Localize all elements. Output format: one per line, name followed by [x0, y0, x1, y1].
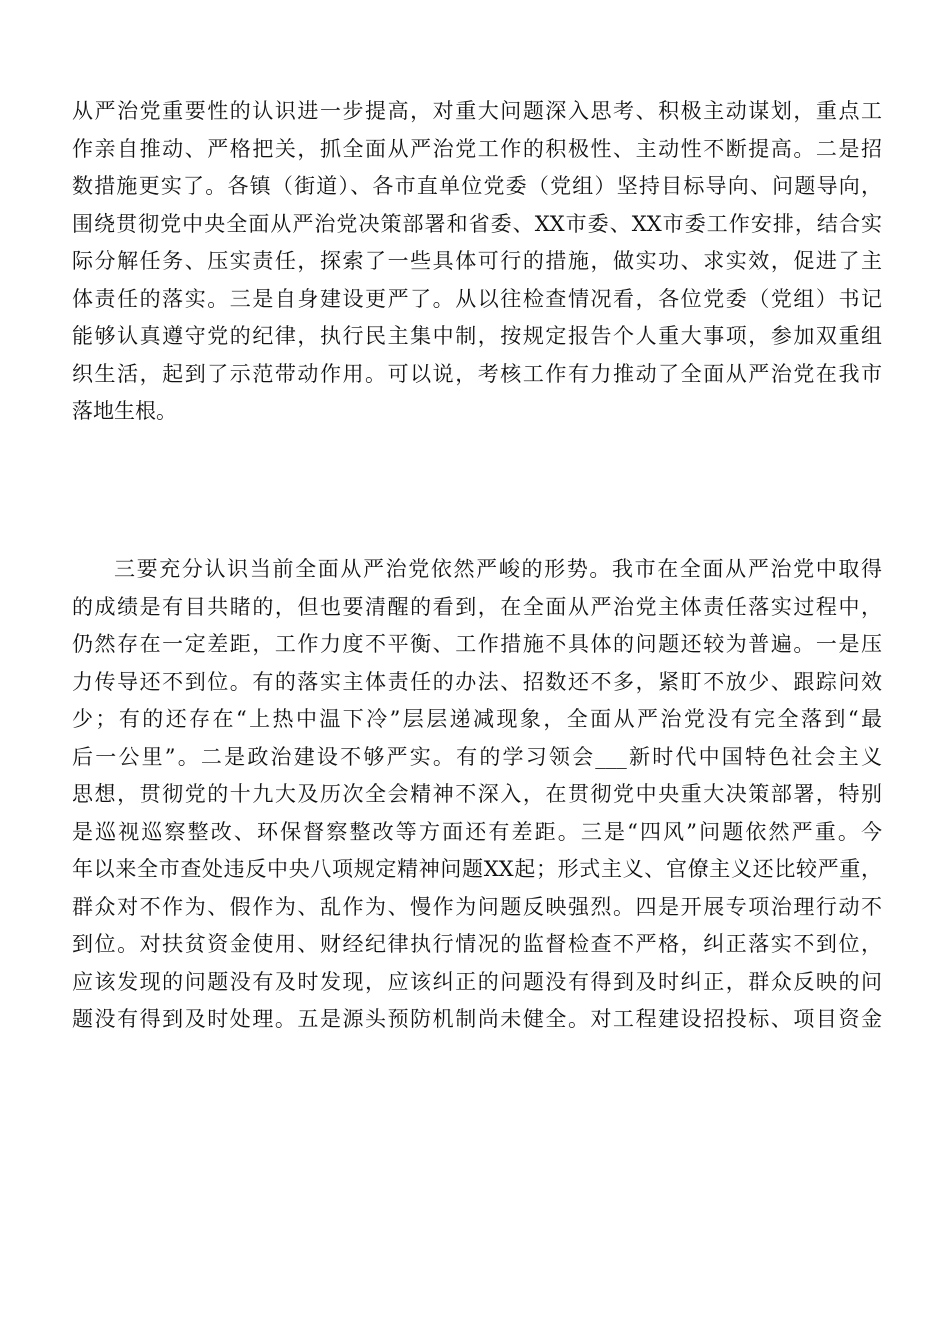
paragraph-1-line: 作亲自推动、严格把关，抓全面从严治党工作的积极性、主动性不断提高。二是招 [72, 136, 882, 161]
paragraph-1 [72, 93, 882, 431]
paragraph-2-line: 思想，贯彻党的十九大及历次全会精神不深入，在贯彻党中央重大决策部署，特别 [72, 782, 882, 806]
paragraph-1-line: 落地生根。 [72, 399, 177, 423]
paragraph-2-line: 应该发现的问题没有及时发现，应该纠正的问题没有得到及时纠正，群众反映的问 [72, 969, 882, 994]
paragraph-2-line: 仍然存在一定差距，工作力度不平衡、工作措施不具体的问题还较为普遍。一是压 [72, 632, 882, 656]
paragraph-1-line: 从严治党重要性的认识进一步提高，对重大问题深入思考、积极主动谋划，重点工 [72, 99, 882, 123]
paragraph-1-line: 围绕贯彻党中央全面从严治党决策部署和省委、XX市委、XX市委工作安排，结合实 [72, 211, 882, 236]
paragraph-1-line: 际分解任务、压实责任，探索了一些具体可行的措施，做实功、求实效，促进了主 [72, 249, 882, 273]
paragraph-2-line: 是巡视巡察整改、环保督察整改等方面还有差距。三是“四风”问题依然严重。今 [72, 819, 882, 844]
paragraph-2-line: 年以来全市查处违反中央八项规定精神问题XX起；形式主义、官僚主义还比较严重， [72, 857, 882, 881]
paragraph-1-line: 体责任的落实。三是自身建设更严了。从以往检查情况看，各位党委（党组）书记 [72, 286, 882, 311]
paragraph-1-line: 织生活，起到了示范带动作用。可以说，考核工作有力推动了全面从严治党在我市 [72, 361, 882, 386]
paragraph-1-line: 能够认真遵守党的纪律，执行民主集中制，按规定报告个人重大事项，参加双重组 [72, 324, 882, 348]
paragraph-2-line: 题没有得到及时处理。五是源头预防机制尚未健全。对工程建设招投标、项目资金 [72, 1007, 882, 1031]
paragraph-2-line: 的成绩是有目共睹的，但也要清醒的看到，在全面从严治党主体责任落实过程中， [72, 594, 882, 619]
paragraph-2-line: 群众对不作为、假作为、乱作为、慢作为问题反映强烈。四是开展专项治理行动不 [72, 894, 882, 919]
paragraph-2-line: 后一公里”。二是政治建设不够严实。有的学习领会___新时代中国特色社会主义 [72, 744, 882, 769]
paragraph-2 [72, 551, 882, 1039]
paragraph-2-line: 少；有的还存在“上热中温下冷”层层递减现象，全面从严治党没有完全落到“最 [72, 707, 882, 731]
paragraph-2-line: 到位。对扶贫资金使用、财经纪律执行情况的监督检查不严格，纠正落实不到位， [72, 932, 882, 956]
paragraph-1-line: 数措施更实了。各镇（街道）、各市直单位党委（党组）坚持目标导向、问题导向， [72, 174, 882, 198]
paragraph-2-line: 力传导还不到位。有的落实主体责任的办法、招数还不多，紧盯不放少、跟踪问效 [72, 669, 882, 694]
paragraph-2-line: 三要充分认识当前全面从严治党依然严峻的形势。我市在全面从严治党中取得 [114, 557, 882, 581]
